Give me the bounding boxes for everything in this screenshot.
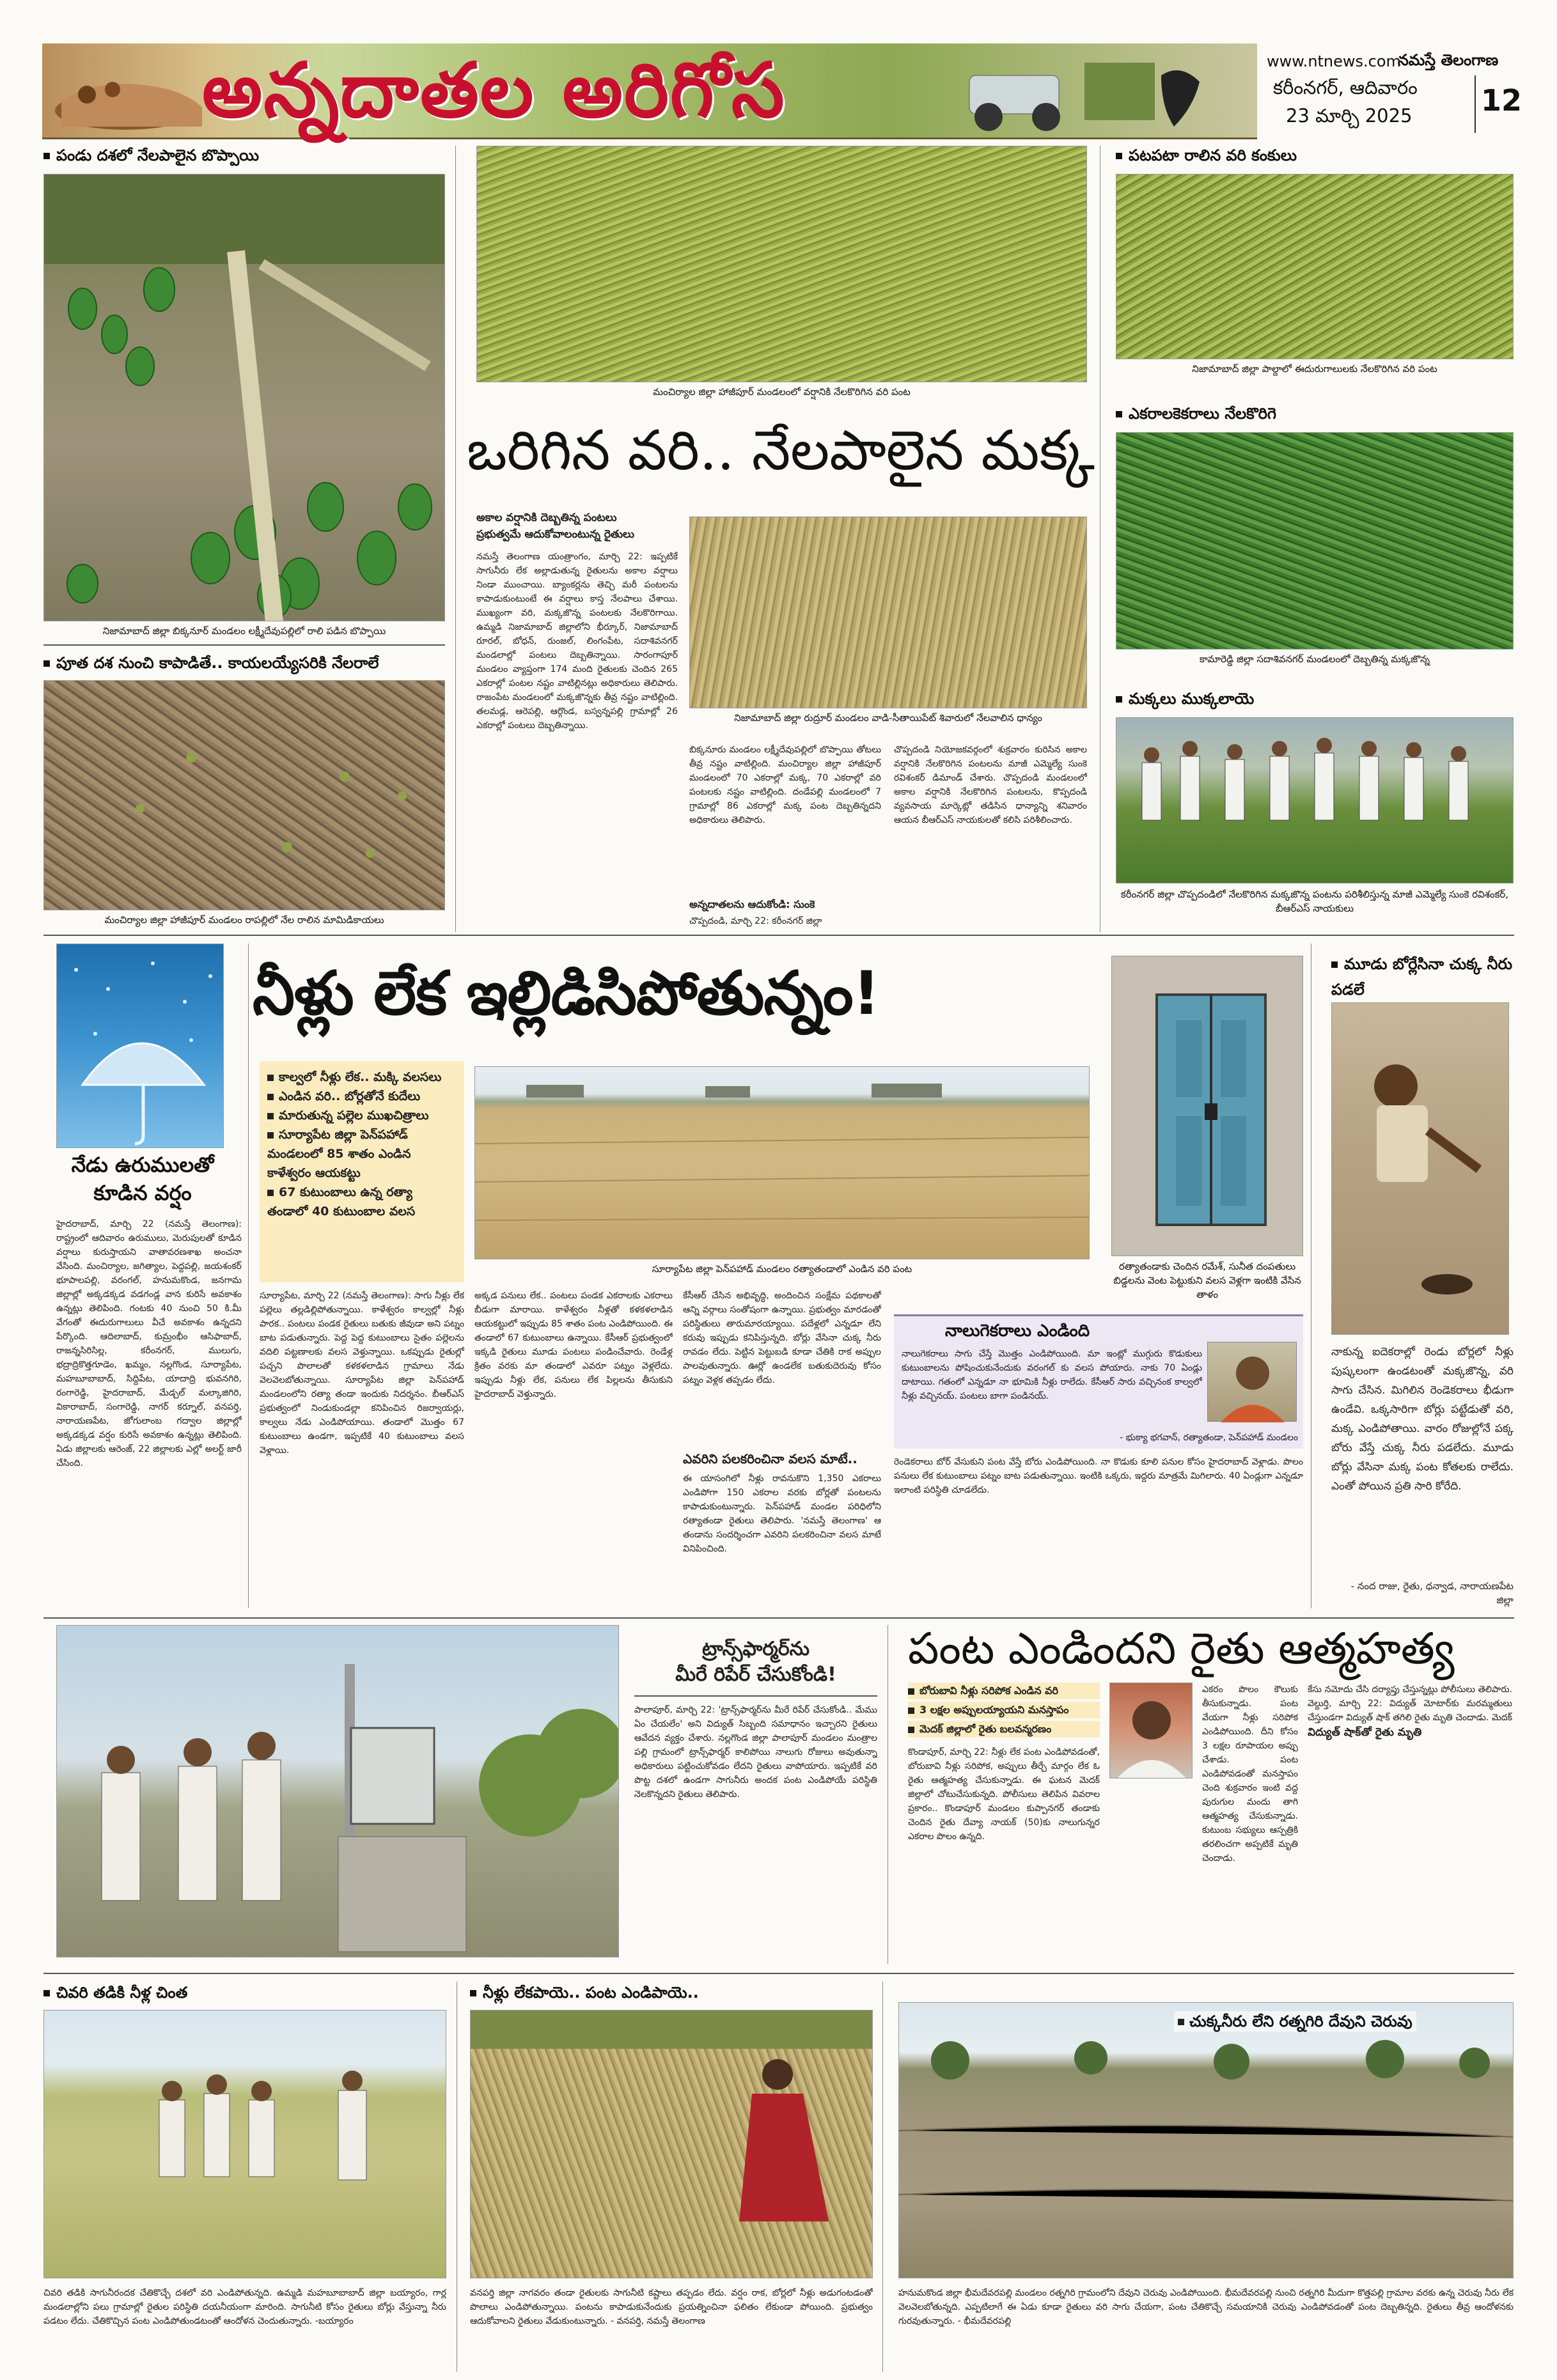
kicker-three-borewells: మూడు బోర్లేసినా చుక్క నీరు పడలే — [1331, 951, 1517, 1002]
migration-col2: అక్కడ పనులు లేక.. పంటలు పండక ఎకరాలకు ఎకరాలు బీడుగా మారాయి. కాళేశ్వరం నీళ్లతో కళకళలాడిన ఆయకట్టులో ఇప్పుడు 85 శాతం పంట ఎండిపోయింది. ఈ తండాలో 67 కుటుంబాలు ఉన్నాయి. కేసీఆర్ ప్రభుత్వంలో ఇక్కడి రైతులు మూడు పంటలు పండించేవారు. రెండేళ్ల క్రితం వరకు మా తండాలో ఎవరూ పట్నం వెళ్లలేదు. ఇప్పుడు నీళ్లు లేక, పనులు లేక పిల్లలను తీసుకుని హైదరాబాద్ వెళ్తున్నారు. — [474, 1291, 673, 1399]
divider — [248, 944, 249, 1608]
weather-article: హైదరాబాద్, మార్చి 22 (నమస్తే తెలంగాణ): రాష్ట్రంలో ఆదివారం ఉరుములు, మెరుపులతో కూడిన వర్షాలు కురుస్తాయని వాతావరణశాఖ అంచనా వేసింది. మంచిర్యాల, జగిత్యాల, పెద్దపల్లి, జయశంకర్ భూపాలపల్లి, వరంగల్, హనుమకొండ, జనగామ జిల్లాల్లో అక్కడక్కడ వడగండ్ల వాన కురిసే అవకాశం ఉన్నట్లు తెలిపింది. గంటకు 40 నుంచి 50 కి.మీ వేగంతో ఈదురుగాలులు వీచే అవకాశం ఉన్నదని పేర్కొంది. ఆదిలాబాద్, కుమ్రంభీం ఆసిఫాబాద్, రాజన్నసిరిసిల్ల, కరీంనగర్, ములుగు, భద్రాద్రికొత్తగూడెం, ఖమ్మం, నల్లగొండ, సూర్యాపేట, మహబూబాబాద్, సిద్దిపేట, యాదాద్రి భువనగిరి, రంగారెడ్డి, హైదరాబాద్, మేడ్చల్ మల్కాజిగిరి, వికారాబాద్, సంగారెడ్డి, నాగర్ కర్నూల్, వనపర్తి, నారాయణపేట, జోగులాంబ గద్వాల జిల్లాల్లో అక్కడక్కడ వర్షం కురిసే అవకాశం ఉన్నట్లు తెలిపింది. ఏడు జిల్లాలకు ఆరెంజ్, 22 జిల్లాలకు ఎల్లో అలర్ట్ జారీ చేసింది. — [56, 1219, 242, 1468]
masthead — [42, 43, 1522, 139]
quote-box-body: నాలుగెకరాలు సాగు చేస్తే మొత్తం ఎండిపోయింది. మా ఇంట్లో ముగ్గురు కొడుకులు కుటుంబాలను పోషించుకునేందుకు వరంగల్ కు వలస పోయారు. నాకు 70 ఏండ్లు దాటాయి. గతంలో ఎన్నడూ నా భూమికి నీళ్లు రాలేదు. కేసీఆర్ సారు వచ్చినంక కాల్వలో నీళ్లు వచ్చినయ్. పంటలు బాగా పండినయ్. — [902, 1349, 1202, 1401]
caption-papaya: నిజామాబాద్ జిల్లా బిక్కనూర్ మండలం లక్ష్మీదేవుపల్లిలో రాలి పడిన బొప్పాయి — [102, 625, 386, 637]
article-paddy-col2b: చొప్పదండి, మార్చి 22: కరీంనగర్ జిల్లా — [689, 916, 822, 926]
caption-locked-door: రత్యాతండాకు చెందిన రమేశ్, సునీత దంపతులు బిడ్డలను వెంట పెట్టుకుని వలస వెళ్లగా ఇంటికి వేసిన తాళం — [1113, 1261, 1301, 1300]
photo-locked-door — [1111, 956, 1303, 1256]
kicker-mango: పూత దశ నుంచి కాపాడితే.. కాయలయ్యేసరికి నేలరాలే — [43, 653, 379, 673]
photo-dry-tank — [898, 2002, 1514, 2278]
paper-name: నమస్తే తెలంగాణ — [1398, 51, 1499, 69]
quote-box-title: నాలుగెకరాలు ఎండింది — [945, 1321, 1090, 1341]
kicker-papaya: పండు దశలో నేలపాలైన బొప్పాయి — [43, 146, 259, 165]
date-label: 23 మార్చి 2025 — [1286, 105, 1412, 127]
suicide-bullet-3: మెదక్ జిల్లాలో రైతు బలవన్మరణం — [908, 1721, 1100, 1738]
page-number-divider — [1475, 75, 1476, 133]
subhead-sunke: అన్నదాతలను ఆదుకోండి: సుంకె — [689, 898, 815, 910]
photo-transformer-farmers — [56, 1625, 619, 1957]
weather-headline: నేడు ఉరుములతో కూడిన వర్షం — [71, 1153, 214, 1205]
article-paddy-col2: బిక్కనూరు మండలం లక్ష్మీదేవుపల్లిలో బొప్పాయి తోటలు తీవ్ర నష్టం వాటిల్లింది. మంచిర్యాల జిల్లా హాజీపూర్ మండలంలో 70 ఎకరాల్లో మక్క, 70 ఎకరాల్లో వరి పంటలకు నష్టం వాటిల్లింది. దండేపల్లి మండలంలో 7 గ్రామాల్లో 86 ఎకరాల్లో మక్క పంట దెబ్బతిన్నదని అధికారులు తెలిపారు. — [689, 745, 881, 825]
photo-farmers-in-field — [43, 2010, 446, 2278]
subhead-migration-talk: ఎవరిని పలకరించినా వలస మాటే.. — [683, 1451, 857, 1466]
bullet-3: మారుతున్న పల్లెల ముఖచిత్రాలు — [267, 1106, 457, 1125]
photo-fallen-papaya — [43, 174, 445, 621]
article-paddy-col1: నమస్తే తెలంగాణ యంత్రాంగం, మార్చి 22: ఇప్పటికే సాగునీరు లేక అల్లాడుతున్న రైతులను అకాల వర్షాలు నిండా ముంచాయి. బ్యాంకర్లను తెచ్చి మరీ పంటలను కాపాడుకుంటుంటే ఈ వర్షాలు కాస్త నేలపాలు చేశాయి. ముఖ్యంగా వరి, మక్కజొన్న పంటలకు నేలకొరిగాయి. ఉమ్మడి నిజామాబాద్ జిల్లాలోని భీర్కూర్, నిజామాబాద్ రూరల్, బోధన్, రుంజల్, లింగంపేట, సదాశివనగర్ మండలాల్లో పంటలు దెబ్బతిన్నాయి. సారంగాపూర్ మండలం వ్యాప్తంగా 174 మంది రైతులకు చెందిన 265 ఎకరాల్లో పంటల నష్టం వాటిల్లినట్లు అధికారులు తెలిపారు. రాజంపేట మండలంలో మక్కజొన్నకు తీవ్ర నష్టం వాటిల్లింది. తలమడ్ల, ఆరెపల్లి, ఆర్గొండ, బస్వన్నపల్లి గ్రామాల్లో 26 ఎకరాల్లో పంటలు దెబ్బతిన్నాయి. — [476, 552, 678, 731]
transformer-article: పాలాపూర్, మార్చి 22: 'ట్రాన్స్‌ఫార్మర్‌ను మీరే రిపేర్ చేసుకోండి.. మేము ఏం చేయలేం' అని విద్యుత్ సిబ్బంది సమాధానం ఇచ్చారని రైతులు ఆవేదన వ్యక్తం చేశారు. నల్లగొండ జిల్లా పాలాపూర్ మండలం మంత్రాల పల్లి గ్రామంలో ట్రాన్స్‌ఫార్మర్ కాలిపోయి నాలుగు రోజులు అవుతున్నా అధికారులు పట్టించుకోవడం లేదని రైతులు వాపోయారు. ఇప్పటికే వరి పొట్ట దశలో ఉండగా సాగునీరు అందక పంట ఎండిపోయే పరిస్థితి నెలకొన్నదని రైతులు తెలిపారు. — [634, 1705, 877, 1800]
migration-bullets — [260, 1061, 464, 1282]
photo-paddy-ears — [1116, 174, 1514, 359]
photo-woman-dry-paddy — [470, 2010, 873, 2278]
subhead-govt-support: ప్రభుత్వమే ఆదుకోవాలంటున్న రైతులు — [476, 528, 634, 541]
article-paddy-col3: చొప్పదండి నియోజకవర్గంలో శుక్రవారం కురిసిన అకాల వర్షానికి నేలకొరిగిన పంటలను మాజీ ఎమ్మెల్యే సుంకె రవిశంకర్ డిమాండ్ చేశారు. చొప్పదండి మండలంలో అకాల వర్షానికి నేలకొరిగిన పంటలను, కొప్పదండి వ్యవసాయ మార్కెట్లో తడిసిన ధాన్యాన్ని శనివారం ఆయన బీఆర్ఎస్ నాయకులతో కలిసి పరిశీలించారు. — [894, 745, 1087, 825]
headline-migration: నీళ్లు లేక ఇల్లిడిసిపోతున్నం! — [253, 959, 880, 1029]
subhead-untimely-rain: అకాల వర్షానికి దెబ్బతిన్న పంటలు — [476, 511, 617, 524]
page-number: 12 — [1481, 83, 1522, 118]
kicker-ratnagiri-tank: చుక్కనీరు లేని రత్నగిరి దేవుని చెరువు — [1174, 2012, 1416, 2031]
divider — [43, 644, 445, 646]
transformer-headline-line2: మీరే రిపేర్ చేసుకోండి! — [675, 1663, 836, 1686]
tractor-illustration — [893, 56, 1212, 133]
divider — [634, 1695, 877, 1697]
transformer-headline-line1: ట్రాన్స్‌ఫార్మర్‌ను — [701, 1638, 810, 1660]
farmer-hand-illustration — [49, 50, 208, 133]
suicide-col1: కొండాపూర్, మార్చి 22: నీళ్లు లేక పంట ఎండిపోవడంతో, బోరుబావి నీళ్లు సరిపోక, అప్పులు తీర్చే మార్గం లేక ఓ రైతు ఆత్మహత్య చేసుకున్నాడు. ఈ ఘటన మెదక్ జిల్లాలో చోటుచేసుకున్నది. పోలీసులు తెలిపిన వివరాల ప్రకారం.. కొండాపూర్ మండలం కుప్పానగర్ తండాకు చెందిన రైతు దేవ్యా నాయక్ (50)కు నాలుగున్నర ఎకరాల పొలం ఉన్నది. — [908, 1747, 1100, 1842]
kicker-acres-lodged: ఎకరాలకెకరాలు నేలకొరిగె — [1116, 404, 1276, 423]
photo-lodged-grain — [689, 517, 1087, 708]
caption-paddy-ears: నిజామాబాద్ జిల్లా పాల్దాలో ఈదురుగాలులకు నేలకొరిగిన వరి పంట — [1192, 363, 1437, 375]
website-url[interactable]: www.ntnews.com — [1267, 52, 1401, 70]
photo-inspection-group — [1116, 717, 1514, 883]
masthead-info — [1267, 43, 1522, 139]
kicker-last-irrigation: చివరి తడికి నీళ్ల చింత — [43, 1983, 187, 2002]
photo-fallen-mangoes — [43, 680, 445, 910]
quote-box-signature: - భుక్యా భగవాన్, రత్యాతండా, పెన్‌పహాడ్ మండలం — [1120, 1433, 1298, 1443]
divider — [43, 935, 1514, 936]
borewell-signature: - నంద రాజు, రైతు, ధన్వాడ, నారాయణపేట జిల్లా — [1350, 1580, 1514, 1606]
divider — [43, 1617, 1514, 1619]
kicker-no-water: నీళ్లు లేకపాయె.. పంట ఎండిపాయె.. — [470, 1983, 699, 2002]
subhead-electric-shock: విద్యుత్ షాక్‌తో రైతు మృతి — [1308, 1726, 1422, 1739]
divider — [43, 1973, 1514, 1974]
migration-col4: ఈ యాసంగిలో నీళ్లు రావనుకొని 1,350 ఎకరాలు ఎండిపోగా 150 ఎకరాల వరకు బోర్లతో పంటలను కాపాడుకుంటున్నారు. పెన్‌పహాడ్ మండల పరిధిలోని రత్యాతండా రైతులు తెలిపారు. 'నమస్తే తెలంగాణ' ఆ తండాను సందర్శించగా ఎవరిని పలకరించినా వలస మాటే వినిపించింది. — [683, 1474, 881, 1554]
divider — [882, 1982, 883, 2372]
transformer-headline — [634, 1637, 877, 1688]
edition-label: కరీంనగర్, ఆదివారం — [1273, 77, 1418, 98]
bottom-article-3: హనుమకొండ జిల్లా భీమదేవరపల్లి మండలం రత్నగిరి గ్రామంలోని దేవుని చెరువు ఎండిపోయింది. భీమదేవరపల్లి నుంచి రత్నగిరి మీదుగా కొత్తపల్లి గ్రామాల వరకు ఉన్న చెరువు నీరు లేక వెలవెలబోతున్నది. ఎప్పటిలాగే ఈ ఏడు కూడా రైతులు వరి సాగు చేయగా, పంట చేతికొచ్చే సమయానికి చెరువు ఎండిపోవడంతో పంట దెబ్బతిన్నది. రైతులు తీవ్ర ఆందోళనకు గురవుతున్నారు. - భీమదేవరపల్లి — [898, 2288, 1514, 2326]
bullet-5: 67 కుటుంబాలు ఉన్న రత్యా తండాలో 40 కుటుంబాల వలస — [267, 1183, 457, 1221]
suicide-bullets — [908, 1683, 1100, 1738]
caption-lodged-grain: నిజామాబాద్ జిల్లా రుద్రూర్ మండలం వాడి-సీతాయిపేట్ శివారులో నేలవాలిన ధాన్యం — [734, 712, 1042, 724]
farmer-quote-box — [894, 1314, 1303, 1449]
suicide-headline: పంట ఎండిందని రైతు ఆత్మహత్య — [908, 1624, 1455, 1674]
suicide-col3: కేసు నమోదు చేసి దర్యాప్తు చేస్తున్నట్లు పోలీసులు తెలిపారు. వెల్దుర్తి, మార్చి 22: విద్యుత్ మోటార్‌కు మరమ్మతులు చేస్తుండగా విద్యుత్ షాక్ తగిలి రైతు మృతి చెందాడు. మెదక్ — [1308, 1684, 1512, 1723]
photo-dried-paddy-field — [474, 1066, 1090, 1259]
suicide-col2: ఎకరం పొలం కౌలుకు తీసుకున్నాడు. పంట వేయగా నీళ్లు సరిపోక ఎండిపోయింది. దీని కోసం 3 లక్షల రూపాయల అప్పు చేశాడు. పంట ఎండిపోవడంతో మనస్తాపం చెంది శుక్రవారం ఇంటి వద్ద పురుగుల మందు తాగి ఆత్మహత్య చేసుకున్నాడు. కుటుంబ సభ్యులు ఆస్పత్రికి తరలించగా అప్పటికే మృతి చెందాడు. — [1202, 1684, 1298, 1863]
headline-paddy-maize: ఒరిగిన వరి.. నేలపాలైన మక్క — [467, 419, 1095, 483]
kicker-paddy-ears: పటపటా రాలిన వరి కంకులు — [1116, 146, 1297, 165]
farmer-portrait — [1207, 1342, 1297, 1422]
masthead-banner-image — [42, 43, 1257, 139]
caption-inspection: కరీంనగర్ జిల్లా చొప్పదండిలో నేలకొరిగిన మక్కజొన్న పంటను పరిశీలిస్తున్న మాజీ ఎమ్మెల్యే సుంకె రవిశంకర్, బీఆర్ఎస్ నాయకులు — [1120, 889, 1509, 914]
photo-paddy-lodged — [476, 146, 1087, 382]
migration-col5: రెండెకరాలు బోర్ వేసుకుని పంట వేస్తే బోరు ఎండిపోయింది. నా కొడుకు కూలి పనుల కోసం హైదరాబాద్ వెళ్లాడు. పొలం పనులు లేక కుటుంబాలు పట్నం బాట పడుతున్నాయి. ఇంటికి ఒక్కరు, ఇద్దరు మాత్రమే మిగిలారు. 40 ఏండ్లుగా ఎన్నడూ ఇలాంటి పరిస్థితి చూడలేదు. — [894, 1457, 1303, 1495]
bullet-1: కాల్వలో నీళ్లు లేక.. మక్కి వలసలు — [267, 1068, 457, 1087]
photo-borewell-farmer — [1331, 1002, 1509, 1335]
caption-dried-paddy: సూర్యాపేట జిల్లా పెన్‌పహాడ్ మండలం రత్యాతండాలో ఎండిన వరి పంట — [652, 1263, 912, 1275]
bottom-article-1: చివరి తడికి సాగునీరందక చేతికొచ్చే దశలో వరి ఎండిపోతున్నది. ఉమ్మడి మహబూబాబాద్ జిల్లా బయ్యారం, గార్ల మండలాల్లోని పలు గ్రామాల్లో రైతుల పరిస్థితి దయనీయంగా మారింది. సాగునీటి కోసం రైతులు బోర్లు వేస్తున్నా నీరు పడటం లేదు. చేతికొచ్చిన పంట ఎండిపోతుండటంతో ఆందోళన చెందుతున్నారు. -బయ్యారం — [43, 2288, 446, 2326]
bullet-4: సూర్యాపేట జిల్లా పెన్‌పహాడ్ మండలంలో 85 శాతం ఎండిన కాళేశ్వరం ఆయకట్టు — [267, 1125, 457, 1183]
caption-maize-lodged: కామారెడ్డి జిల్లా సదాశివనగర్ మండలంలో దెబ్బతిన్న మక్కజొన్న — [1199, 653, 1430, 665]
migration-col1: సూర్యాపేట, మార్చి 22 (నమస్తే తెలంగాణ): సాగు నీళ్లు లేక పల్లెలు తల్లడిల్లిపోతున్నాయి. కాళేశ్వరం కాల్వల్లో నీళ్లు పారక.. పంటలు పండక రైతులు బతుకు జీవుడా అని పట్నం బాట పడుతున్నారు. పెద్ద పెద్ద కుటుంబాలు సైతం పల్లెలను వదిలి పట్టణాలకు వలస వెళ్తున్నాయి. ఒకప్పుడు రైతుల్లో పచ్చని పొలాలతో కళకళలాడిన గ్రామాలు నేడు వెలవెలబోతున్నాయి. సూర్యాపేట జిల్లా పెన్‌పహాడ్ మండలంలోని రత్యా తండా ఇందుకు నిదర్శనం. బీఆర్ఎస్ ప్రభుత్వంలో నిండుకుండల్లా కనిపించిన రిజర్వాయర్లు, కాల్వలు నేడు ఎండిపోయాయి. తండాలో మొత్తం 67 కుటుంబాలు ఉండగా, ఇప్పటికే 40 కుటుంబాలు వలస వెళ్లాయి. — [260, 1291, 464, 1456]
photo-deceased-farmer — [1109, 1683, 1193, 1778]
kicker-maize-broken: మక్కలు ముక్కలాయె — [1116, 689, 1254, 708]
masthead-title: అన్నదాతల అరిగోస — [202, 45, 786, 134]
migration-col3: కేసీఆర్ చేసిన అభివృద్ధి, అందించిన సంక్షేమ పథకాలతో ఆన్ని వర్గాలు సంతోషంగా ఉన్నాయి. ప్రభుత్వం మారడంతో పరిస్థితులు తారుమారయ్యాయి. పదేళ్లలో ఎన్నడూ లేని కరువు ఇప్పుడు కనిపిస్తున్నది. బోర్లు వేసినా చుక్క నీరు రావడం లేదు. పెట్టిన పెట్టుబడి కూడా చేతికి రాక అప్పుల పాలవుతున్నారు. ఊర్లో ఉండలేక బతుకుదెరువు కోసం పట్నం వెళ్లక తప్పడం లేదు. — [683, 1291, 881, 1385]
suicide-bullet-2: 3 లక్షల అప్పులయ్యాయని మనస్తాపం — [908, 1702, 1100, 1718]
weather-rain-umbrella — [56, 944, 224, 1148]
caption-paddy-lodged: మంచిర్యాల జిల్లా హాజీపూర్ మండలంలో వర్షానికి నేలకొరిగిన వరి పంట — [653, 386, 911, 398]
caption-mango: మంచిర్యాల జిల్లా హాజీపూర్ మండలం రాపల్లిలో నేల రాలిన మామిడికాయలు — [104, 914, 384, 926]
bottom-article-2: వనపర్తి జిల్లా నాగవరం తండా రైతులకు సాగునీటి కష్టాలు తప్పడం లేదు. వర్షం రాక, బోర్లలో నీళ్లు అడుగంటడంతో పొలాలు ఎండిపోతున్నాయి. పంటను కాపాడుకునేందుకు ప్రయత్నించినా ఫలితం లేకుండా పోయింది. ప్రభుత్వం ఆదుకోవాలని రైతులు వేడుకుంటున్నారు. - వనపర్తి, నమస్తే తెలంగాణ — [470, 2288, 873, 2326]
bullet-2: ఎండిన వరి.. బోర్లతోనే కుదేలు — [267, 1087, 457, 1106]
suicide-bullet-1: బోరుబావి నీళ్లు సరిపోక ఎండిన వరి — [908, 1683, 1100, 1699]
borewell-quote: నాకున్న ఐదెకరాల్లో రెండు బోర్లలో నీళ్లు పుష్కలంగా ఉండటంతో మక్కజొన్న, వరి సాగు చేసిన. మిగిలిన రెండెకరాలు భీడుగా ఉండేవి. ఒక్కసారిగా బోర్లు పట్టేడుతో వరి, మక్క ఎండిపోతాయి. వారం రోజుల్లోనే పక్క బోరు వేస్తే చుక్క నీరు పడలేదు. మూడు బోర్లు వేసినా మక్క పంట కోతలకు రాలేదు. ఎంతో పోయిన ప్రతి సారి కోరేది. — [1331, 1346, 1514, 1493]
photo-maize-lodged — [1116, 432, 1514, 649]
divider — [455, 146, 456, 932]
